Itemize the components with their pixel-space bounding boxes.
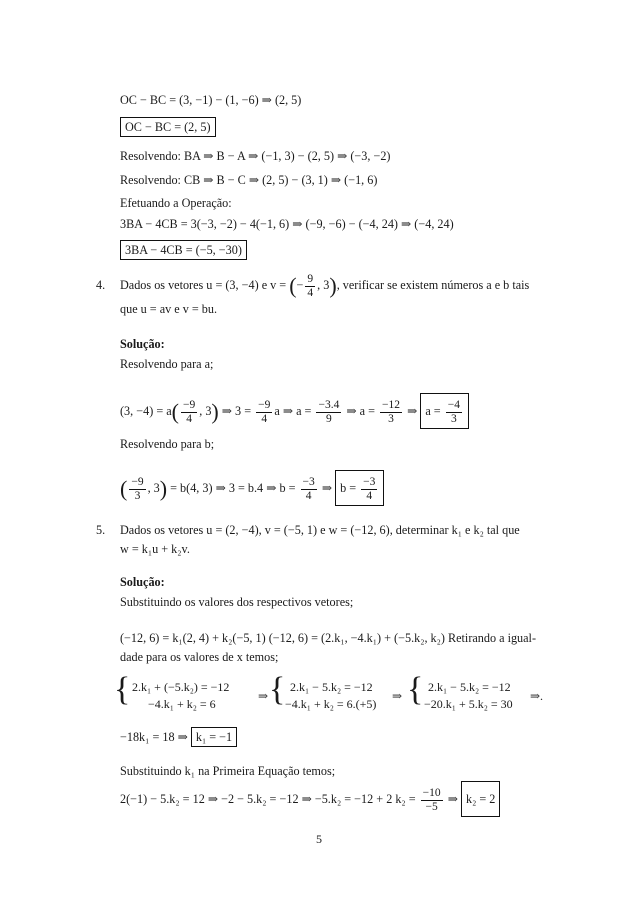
brace: { bbox=[114, 671, 131, 708]
line-resolve-cb: Resolvendo: CB ⇒ B − C ⇒ (2, 5) − (3, 1) ⇒ (−1, 6) bbox=[120, 173, 378, 187]
k1-equation: −18k₁ = 18 ⇒ k₁ = −1 bbox=[120, 727, 237, 747]
q5-equation-1: (−12, 6) = k₁(2, 4) + k₂(−5, 1) (−12, 6) = (2.k₁, −4.k₁) + (−5.k₂, k₂) Retirando a igual- bbox=[120, 631, 536, 645]
solve-for-a: Resolvendo para a; bbox=[120, 357, 214, 371]
system-3-row1: 2.k₁ − 5.k₂ = −12 bbox=[428, 680, 511, 694]
question-number: 5. bbox=[96, 523, 106, 537]
paren: ) bbox=[329, 273, 337, 299]
boxed-oc-bc-result bbox=[120, 117, 216, 137]
result-box: OC − BC = (2, 5) bbox=[120, 117, 216, 137]
line-operation-heading: Efetuando a Operação: bbox=[120, 196, 232, 210]
q5-statement-line1: Dados os vetores u = (2, −4), v = (−5, 1) e w = (−12, 6), determinar k₁ e k₂ tal que bbox=[120, 523, 520, 537]
fraction: $\frac{-12}{3}$ bbox=[382, 398, 401, 425]
system-1-row1: 2.k₁ + (−5.k₂) = −12 bbox=[132, 680, 230, 694]
equation-a: (3, −4) = a( $\frac{-9}{4}$ , 3) ⇒ 3 = $\frac{-9}{4}$ a ⇒ a = $\frac{-3.4}{9}$ ⇒ a = $\frac{-12}{3}$ ⇒ a = $\frac{-4}{3}$ bbox=[120, 393, 469, 429]
fraction: $\frac{9}{4}$ bbox=[307, 272, 314, 299]
page-number: 5 bbox=[316, 832, 322, 846]
fraction: $\frac{-9}{4}$ bbox=[258, 398, 271, 425]
result-box: k₂ = 2 bbox=[461, 781, 500, 817]
question-number: 4. bbox=[96, 278, 106, 292]
equation-b: ( $\frac{-9}{3}$ , 3) = b(4, 3) ⇒ 3 = b.4 ⇒ b = $\frac{-3}{4}$ ⇒ b = $\frac{-3}{4}$ bbox=[120, 470, 384, 506]
q4-text: Dados os vetores u = (3, −4) e v = bbox=[120, 278, 290, 292]
implies-arrow: ⇒ bbox=[258, 689, 269, 703]
system-2-row1: 2.k₁ − 5.k₂ = −12 bbox=[290, 680, 373, 694]
line-resolve-ba: Resolvendo: BA ⇒ B − A ⇒ (−1, 3) − (2, 5) ⇒ (−3, −2) bbox=[120, 149, 391, 163]
solution-label: Solução: bbox=[120, 575, 165, 589]
system-2-row2: −4.k₁ + k₂ = 6.(+5) bbox=[285, 697, 377, 711]
implies-arrow: ⇒. bbox=[530, 689, 544, 703]
fraction: $\frac{-9}{3}$ bbox=[131, 475, 144, 502]
q5-statement-line2: w = k₁u + k₂v. bbox=[120, 542, 190, 556]
solution-label: Solução: bbox=[120, 337, 165, 351]
solve-for-b: Resolvendo para b; bbox=[120, 437, 215, 451]
result-box: a = $\frac{-4}{3}$ bbox=[420, 393, 469, 429]
system-1-row2: −4.k₁ + k₂ = 6 bbox=[148, 697, 216, 711]
q5-equation-1-cont: dade para os valores de x temos; bbox=[120, 650, 279, 664]
q4-statement-line2: que u = av e v = bu. bbox=[120, 302, 218, 316]
q4-statement-line1: Dados os vetores u = (3, −4) e v = (− $\frac{9}{4}$ , 3), verificar se existem números a e b tais bbox=[120, 272, 530, 299]
paren: ( bbox=[289, 273, 297, 299]
k2-equation: 2(−1) − 5.k₂ = 12 ⇒ −2 − 5.k₂ = −12 ⇒ −5.k₂ = −12 + 2 k₂ = $\frac{-10}{-5}$ ⇒ k₂ = 2 bbox=[120, 781, 500, 817]
fraction: $\frac{-3.4}{9}$ bbox=[318, 398, 340, 425]
result-box: b = $\frac{-3}{4}$ bbox=[335, 470, 384, 506]
result-box: k₁ = −1 bbox=[191, 727, 237, 747]
line-operation: 3BA − 4CB = 3(−3, −2) − 4(−1, 6) ⇒ (−9, −6) − (−4, 24) ⇒ (−4, 24) bbox=[120, 217, 454, 231]
fraction: $\frac{-9}{4}$ bbox=[182, 398, 196, 425]
system-3-row2: −20.k₁ + 5.k₂ = 30 bbox=[424, 697, 513, 711]
fraction: $\frac{-3}{4}$ bbox=[302, 475, 315, 502]
substitution-text: Substituindo os valores dos respectivos vetores; bbox=[120, 595, 354, 609]
line-oc-bc: OC − BC = (3, −1) − (1, −6) ⇒ (2, 5) bbox=[120, 93, 302, 107]
implies-arrow: ⇒ bbox=[392, 689, 403, 703]
q4-text: , verificar se existem números a e b tais bbox=[336, 278, 530, 292]
brace: { bbox=[407, 671, 424, 708]
boxed-operation-result bbox=[120, 240, 247, 260]
substitution-k1-text: Substituindo k₁ na Primeira Equação temos; bbox=[120, 764, 336, 778]
brace: { bbox=[269, 671, 286, 708]
result-box: 3BA − 4CB = (−5, −30) bbox=[120, 240, 247, 260]
fraction: $\frac{-10}{-5}$ bbox=[422, 786, 441, 813]
